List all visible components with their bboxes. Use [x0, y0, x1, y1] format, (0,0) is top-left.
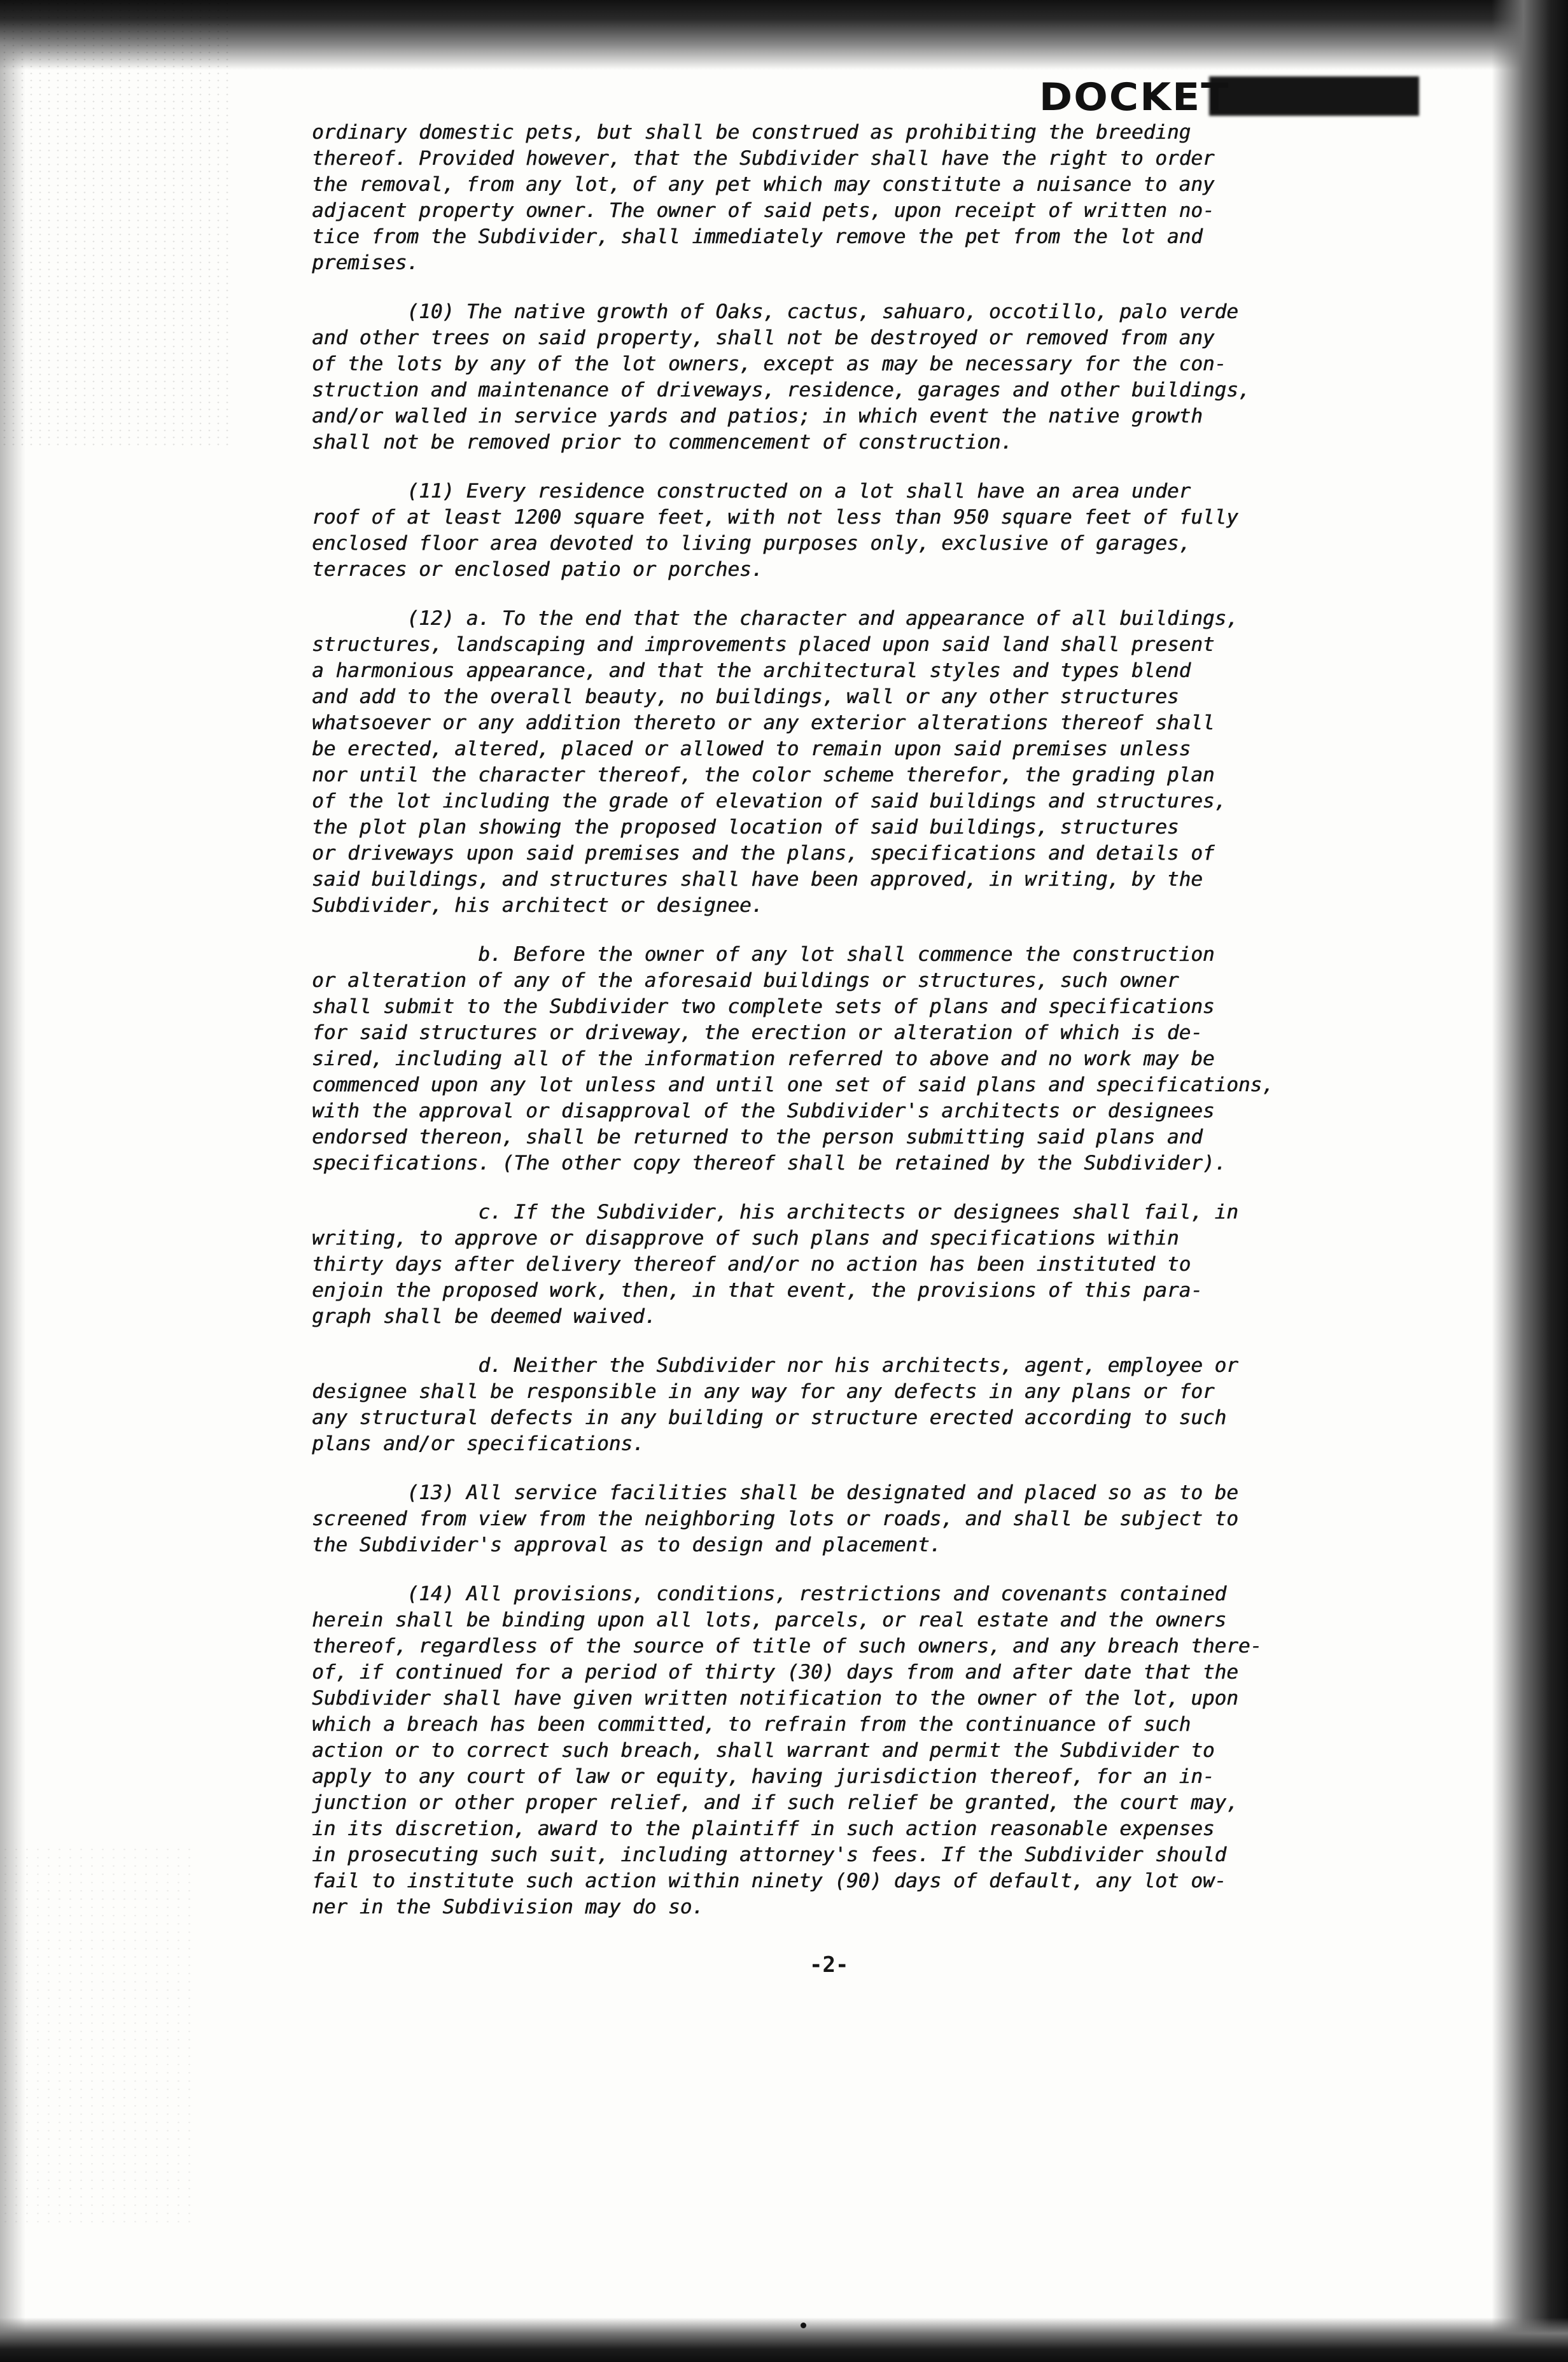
text-line: and/or walled in service yards and patios; in which event the native growth — [312, 405, 1203, 428]
text-line: Subdivider shall have given written notification to the owner of the lot, upon — [312, 1687, 1238, 1710]
paragraph-p9 — [312, 120, 1521, 276]
text-line: ordinary domestic pets, but shall be construed as prohibiting the breeding — [312, 121, 1191, 144]
text-line: (11) Every residence constructed on a lot shall have an area under — [312, 480, 1191, 503]
text-line: terraces or enclosed patio or porches. — [312, 558, 764, 581]
paragraph-p12b — [312, 942, 1521, 1177]
text-line: of the lot including the grade of elevation of said buildings and structures, — [312, 790, 1227, 813]
text-line: designee shall be responsible in any way for any defects in any plans or for — [312, 1380, 1215, 1403]
text-line: nor until the character thereof, the color scheme therefor, the grading plan — [312, 764, 1215, 786]
text-line: with the approval or disapproval of the Subdivider's architects or designees — [312, 1100, 1215, 1122]
paragraph-p11 — [312, 479, 1521, 583]
text-line: of, if continued for a period of thirty (30) days from and after date that the — [312, 1661, 1238, 1684]
text-line: Subdivider, his architect or designee. — [312, 894, 764, 917]
text-line: junction or other proper relief, and if such relief be granted, the court may, — [312, 1791, 1238, 1814]
scan-dot — [801, 2323, 806, 2328]
text-line: c. If the Subdivider, his architects or designees shall fail, in — [312, 1201, 1238, 1224]
paragraph-p10 — [312, 299, 1521, 456]
text-line: specifications. (The other copy thereof shall be retained by the Subdivider). — [312, 1152, 1227, 1175]
text-line: which a breach has been committed, to refrain from the continuance of such — [312, 1713, 1191, 1736]
text-line: shall not be removed prior to commencement of construction. — [312, 431, 1013, 454]
docket-stamp-smudge — [1209, 76, 1419, 116]
text-line: (13) All service facilities shall be designated and placed so as to be — [312, 1481, 1238, 1504]
text-line: d. Neither the Subdivider nor his architects, agent, employee or — [312, 1354, 1238, 1377]
text-line: enjoin the proposed work, then, in that event, the provisions of this para- — [312, 1279, 1203, 1302]
text-line: sired, including all of the information referred to above and no work may be — [312, 1047, 1215, 1070]
text-line: (12) a. To the end that the character and appearance of all buildings, — [312, 607, 1238, 630]
paragraph-p14 — [312, 1581, 1521, 1920]
paragraph-p13 — [312, 1480, 1521, 1558]
text-line: and other trees on said property, shall not be destroyed or removed from any — [312, 326, 1215, 349]
text-line: the plot plan showing the proposed location of said buildings, structures — [312, 816, 1179, 839]
text-line: the removal, from any lot, of any pet which may constitute a nuisance to any — [312, 173, 1215, 196]
text-line: b. Before the owner of any lot shall commence the construction — [312, 943, 1215, 966]
text-line: whatsoever or any addition thereto or any exterior alterations thereof shall — [312, 711, 1215, 734]
scan-edge-top — [0, 0, 1568, 70]
paragraph-p12a — [312, 606, 1521, 919]
page-number: -2- — [809, 1952, 849, 1978]
text-line: be erected, altered, placed or allowed to remain upon said premises unless — [312, 737, 1191, 760]
text-line: fail to institute such action within ninety (90) days of default, any lot ow- — [312, 1869, 1227, 1892]
text-line: of the lots by any of the lot owners, except as may be necessary for the con- — [312, 353, 1227, 375]
text-line: shall submit to the Subdivider two complete sets of plans and specifications — [312, 995, 1215, 1018]
text-line: plans and/or specifications. — [312, 1432, 645, 1455]
text-line: struction and maintenance of driveways, residence, garages and other buildings, — [312, 379, 1250, 402]
text-line: premises. — [312, 251, 419, 274]
text-line: for said structures or driveway, the erection or alteration of which is de- — [312, 1021, 1203, 1044]
text-line: writing, to approve or disapprove of such plans and specifications within — [312, 1227, 1179, 1250]
text-line: and add to the overall beauty, no buildings, wall or any other structures — [312, 685, 1179, 708]
text-line: graph shall be deemed waived. — [312, 1305, 657, 1328]
text-line: any structural defects in any building or structure erected according to such — [312, 1406, 1227, 1429]
text-line: in its discretion, award to the plaintiff in such action reasonable expenses — [312, 1817, 1215, 1840]
text-line: tice from the Subdivider, shall immediately remove the pet from the lot and — [312, 225, 1203, 248]
text-line: in prosecuting such suit, including attorney's fees. If the Subdivider should — [312, 1843, 1227, 1866]
text-line: thereof, regardless of the source of title of such owners, and any breach there- — [312, 1635, 1263, 1658]
text-line: (14) All provisions, conditions, restrictions and covenants contained — [312, 1583, 1227, 1605]
text-line: screened from view from the neighboring lots or roads, and shall be subject to — [312, 1507, 1238, 1530]
text-line: thirty days after delivery thereof and/or no action has been instituted to — [312, 1253, 1191, 1276]
text-line: structures, landscaping and improvements placed upon said land shall present — [312, 633, 1215, 656]
scan-edge-bottom — [0, 2317, 1568, 2362]
text-line: a harmonious appearance, and that the architectural styles and types blend — [312, 659, 1191, 682]
text-line: action or to correct such breach, shall warrant and permit the Subdivider to — [312, 1739, 1215, 1762]
text-line: the Subdivider's approval as to design and placement. — [312, 1534, 942, 1556]
text-line: or alteration of any of the aforesaid buildings or structures, such owner — [312, 969, 1179, 992]
text-line: commenced upon any lot unless and until one set of said plans and specifications, — [312, 1073, 1274, 1096]
text-line: herein shall be binding upon all lots, parcels, or real estate and the owners — [312, 1609, 1227, 1632]
paragraph-p12c — [312, 1199, 1521, 1330]
text-line: (10) The native growth of Oaks, cactus, sahuaro, occotillo, palo verde — [312, 300, 1238, 323]
text-line: endorsed thereon, shall be returned to the person submitting said plans and — [312, 1126, 1203, 1149]
text-line: adjacent property owner. The owner of said pets, upon receipt of written no- — [312, 199, 1215, 222]
docket-label: DOCKET — [1039, 75, 1230, 120]
text-line: ner in the Subdivision may do so. — [312, 1896, 704, 1918]
text-line: roof of at least 1200 square feet, with not less than 950 square feet of fully — [312, 506, 1238, 529]
paragraph-p12d — [312, 1353, 1521, 1457]
text-line: thereof. Provided however, that the Subdivider shall have the right to order — [312, 147, 1215, 170]
text-line: apply to any court of law or equity, having jurisdiction thereof, for an in- — [312, 1765, 1215, 1788]
text-line: or driveways upon said premises and the plans, specifications and details of — [312, 842, 1215, 865]
text-line: enclosed floor area devoted to living purposes only, exclusive of garages, — [312, 532, 1191, 555]
document-body — [312, 120, 1521, 1943]
scan-noise — [0, 0, 229, 445]
text-line: said buildings, and structures shall have been approved, in writing, by the — [312, 868, 1203, 891]
scan-noise-lower — [0, 1845, 191, 2227]
